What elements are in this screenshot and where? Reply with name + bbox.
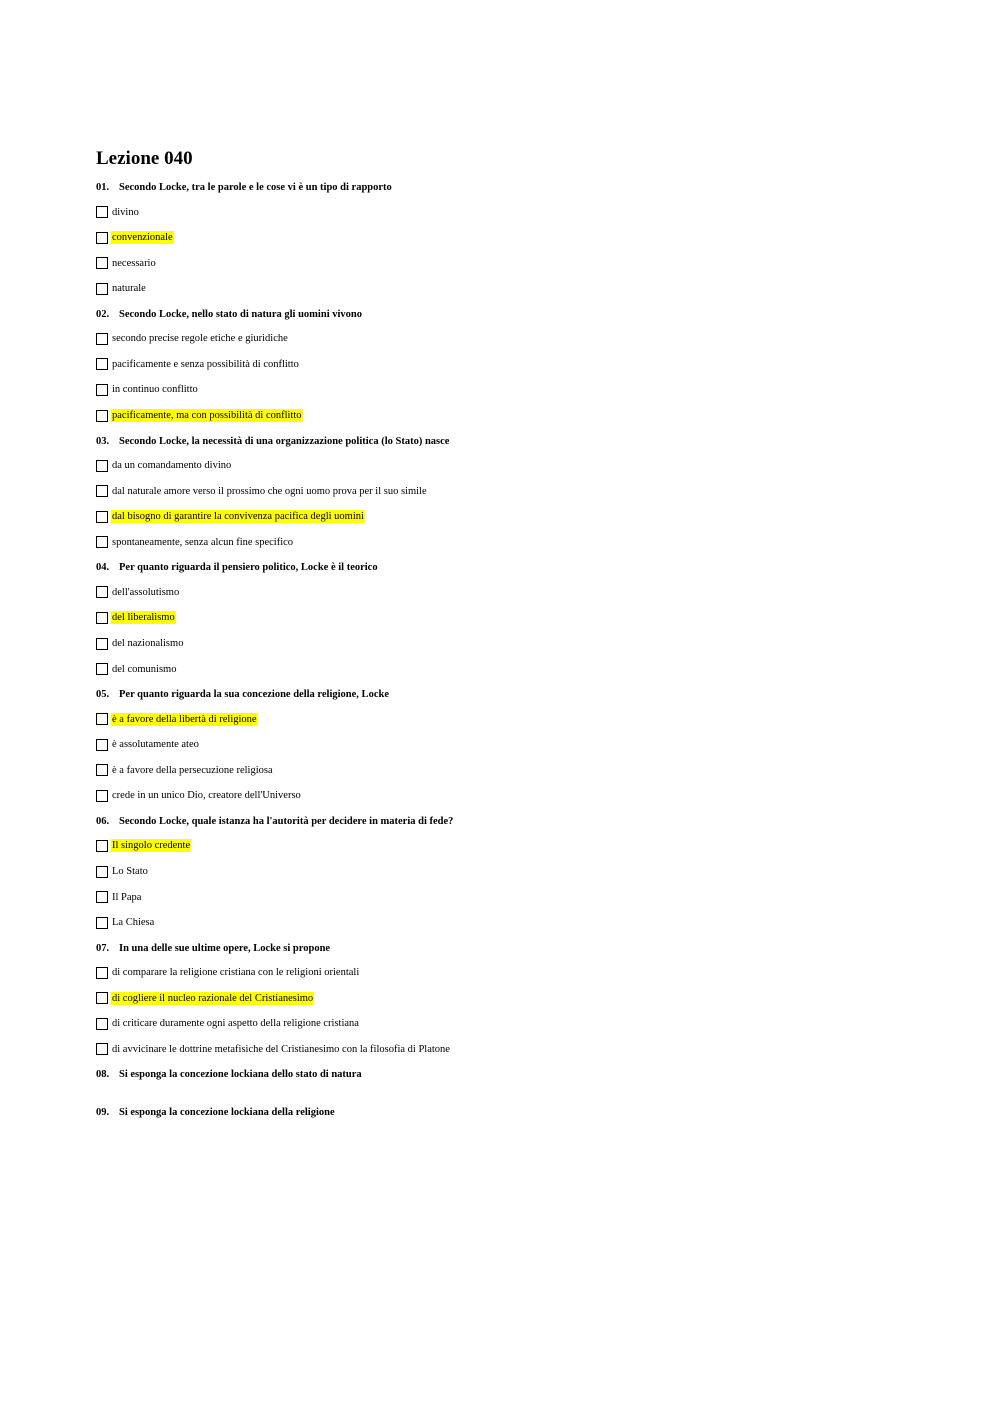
answer-checkbox[interactable] (96, 992, 108, 1004)
answer-option[interactable] (96, 890, 956, 904)
answer-checkbox[interactable] (96, 460, 108, 472)
question-text (96, 561, 956, 575)
page-title: Lezione 040 (96, 148, 193, 169)
answer-option[interactable] (96, 611, 956, 625)
answer-checkbox[interactable] (96, 764, 108, 776)
answer-checkbox[interactable] (96, 840, 108, 852)
answer-label: in continuo conflitto (112, 384, 198, 396)
question-text (96, 688, 956, 702)
answer-checkbox[interactable] (96, 485, 108, 497)
answer-label: è assolutamente ateo (112, 739, 199, 751)
answer-label: pacificamente e senza possibilità di conflitto (112, 358, 299, 370)
answer-option[interactable] (96, 662, 956, 676)
answer-option[interactable] (96, 637, 956, 651)
answer-label: naturale (112, 283, 146, 295)
answer-label: necessario (112, 257, 156, 269)
answer-checkbox[interactable] (96, 586, 108, 598)
question-number: 03. (96, 435, 110, 447)
question-text (96, 435, 956, 449)
answer-checkbox[interactable] (96, 967, 108, 979)
answer-checkbox[interactable] (96, 410, 108, 422)
question-number: 09. (96, 1107, 110, 1119)
question-prompt: Si esponga la concezione lockiana della religione (119, 1107, 335, 1119)
answer-checkbox[interactable] (96, 917, 108, 929)
answer-checkbox[interactable] (96, 283, 108, 295)
question-7 (96, 942, 956, 1057)
question-text (96, 815, 956, 829)
answer-option[interactable] (96, 357, 956, 371)
answer-label: spontaneamente, senza alcun fine specifico (112, 536, 294, 548)
answer-checkbox[interactable] (96, 1018, 108, 1030)
answer-option[interactable] (96, 205, 956, 219)
answer-checkbox[interactable] (96, 384, 108, 396)
answer-option[interactable] (96, 763, 956, 777)
answer-option[interactable] (96, 383, 956, 397)
answer-checkbox[interactable] (96, 358, 108, 370)
question-5 (96, 688, 956, 803)
answer-option[interactable] (96, 966, 956, 980)
answer-label: del comunismo (112, 663, 177, 675)
question-number: 04. (96, 562, 110, 574)
answer-label-highlighted: Il singolo credente (112, 840, 191, 852)
answer-checkbox[interactable] (96, 663, 108, 675)
answer-option[interactable] (96, 484, 956, 498)
answer-option[interactable] (96, 1017, 956, 1031)
answer-option[interactable] (96, 409, 956, 423)
question-4 (96, 561, 956, 676)
answer-label-highlighted: convenzionale (112, 232, 173, 244)
answer-option[interactable] (96, 991, 956, 1005)
question-number: 02. (96, 308, 110, 320)
question-1 (96, 181, 956, 296)
answer-checkbox[interactable] (96, 206, 108, 218)
answer-checkbox[interactable] (96, 739, 108, 751)
question-number: 06. (96, 815, 110, 827)
question-number: 08. (96, 1069, 110, 1081)
answer-option[interactable] (96, 231, 956, 245)
answer-label: dell'assolutismo (112, 586, 180, 598)
answer-option[interactable] (96, 1042, 956, 1056)
question-3 (96, 435, 956, 550)
question-prompt: Secondo Locke, la necessità di una organizzazione politica (lo Stato) nasce (119, 435, 450, 447)
answer-checkbox[interactable] (96, 790, 108, 802)
question-prompt: Secondo Locke, quale istanza ha l'autorità per decidere in materia di fede? (119, 815, 454, 827)
question-number: 01. (96, 182, 110, 193)
answer-label: di criticare duramente ogni aspetto della religione cristiana (112, 1018, 359, 1030)
answer-checkbox[interactable] (96, 713, 108, 725)
question-list (96, 181, 956, 1120)
question-prompt: Per quanto riguarda il pensiero politico, Locke è il teorico (119, 562, 378, 574)
question-prompt: In una delle sue ultime opere, Locke si propone (119, 942, 331, 954)
answer-label: divino (112, 206, 139, 218)
answer-label-highlighted: del liberalismo (112, 612, 175, 624)
answer-checkbox[interactable] (96, 333, 108, 345)
question-text (96, 181, 956, 195)
answer-option[interactable] (96, 789, 956, 803)
answer-label: secondo precise regole etiche e giuridiche (112, 333, 288, 345)
question-number: 07. (96, 942, 110, 954)
answer-option[interactable] (96, 738, 956, 752)
question-9 (96, 1106, 956, 1120)
answer-checkbox[interactable] (96, 257, 108, 269)
answer-label: è a favore della persecuzione religiosa (112, 764, 273, 776)
answer-option[interactable] (96, 865, 956, 879)
answer-label: dal naturale amore verso il prossimo che ogni uomo prova per il suo simile (112, 485, 427, 497)
answer-option[interactable] (96, 332, 956, 346)
answer-checkbox[interactable] (96, 891, 108, 903)
answer-option[interactable] (96, 712, 956, 726)
answer-checkbox[interactable] (96, 1043, 108, 1055)
answer-label: La Chiesa (112, 917, 155, 929)
answer-label-highlighted: pacificamente, ma con possibilità di conflitto (112, 410, 302, 422)
answer-option[interactable] (96, 839, 956, 853)
answer-option[interactable] (96, 916, 956, 930)
answer-option[interactable] (96, 282, 956, 296)
answer-checkbox[interactable] (96, 866, 108, 878)
answer-option[interactable] (96, 256, 956, 270)
question-text (96, 1068, 956, 1082)
question-text (96, 1106, 956, 1120)
question-prompt: Per quanto riguarda la sua concezione della religione, Locke (119, 689, 389, 701)
answer-checkbox[interactable] (96, 511, 108, 523)
answer-label: Lo Stato (112, 866, 148, 877)
answer-option[interactable] (96, 585, 956, 599)
answer-label-highlighted: è a favore della libertà di religione (112, 713, 257, 725)
question-text (96, 942, 956, 956)
question-8 (96, 1068, 956, 1082)
answer-checkbox[interactable] (96, 536, 108, 548)
question-prompt: Si esponga la concezione lockiana dello stato di natura (119, 1069, 362, 1081)
answer-label: di avvicinare le dottrine metafisiche del Cristianesimo con la filosofia di Platone (112, 1043, 450, 1055)
answer-label: Il Papa (112, 891, 142, 903)
question-text (96, 308, 956, 322)
question-6 (96, 815, 956, 930)
answer-option[interactable] (96, 535, 956, 549)
answer-checkbox[interactable] (96, 638, 108, 650)
answer-label: crede in un unico Dio, creatore dell'Universo (112, 790, 301, 802)
answer-checkbox[interactable] (96, 232, 108, 244)
answer-option[interactable] (96, 459, 956, 473)
quiz-page (96, 146, 956, 1144)
question-2 (96, 308, 956, 423)
answer-label: di comparare la religione cristiana con le religioni orientali (112, 967, 360, 979)
answer-checkbox[interactable] (96, 612, 108, 624)
answer-label: da un comandamento divino (112, 460, 232, 472)
question-prompt: Secondo Locke, nello stato di natura gli uomini vivono (119, 308, 362, 320)
answer-label: del nazionalismo (112, 638, 184, 650)
question-prompt: Secondo Locke, tra le parole e le cose vi è un tipo di rapporto (119, 182, 392, 193)
answer-option[interactable] (96, 510, 956, 524)
answer-label-highlighted: dal bisogno di garantire la convivenza pacifica degli uomini (112, 511, 364, 523)
answer-label-highlighted: di cogliere il nucleo razionale del Cristianesimo (112, 992, 314, 1004)
question-number: 05. (96, 689, 110, 701)
